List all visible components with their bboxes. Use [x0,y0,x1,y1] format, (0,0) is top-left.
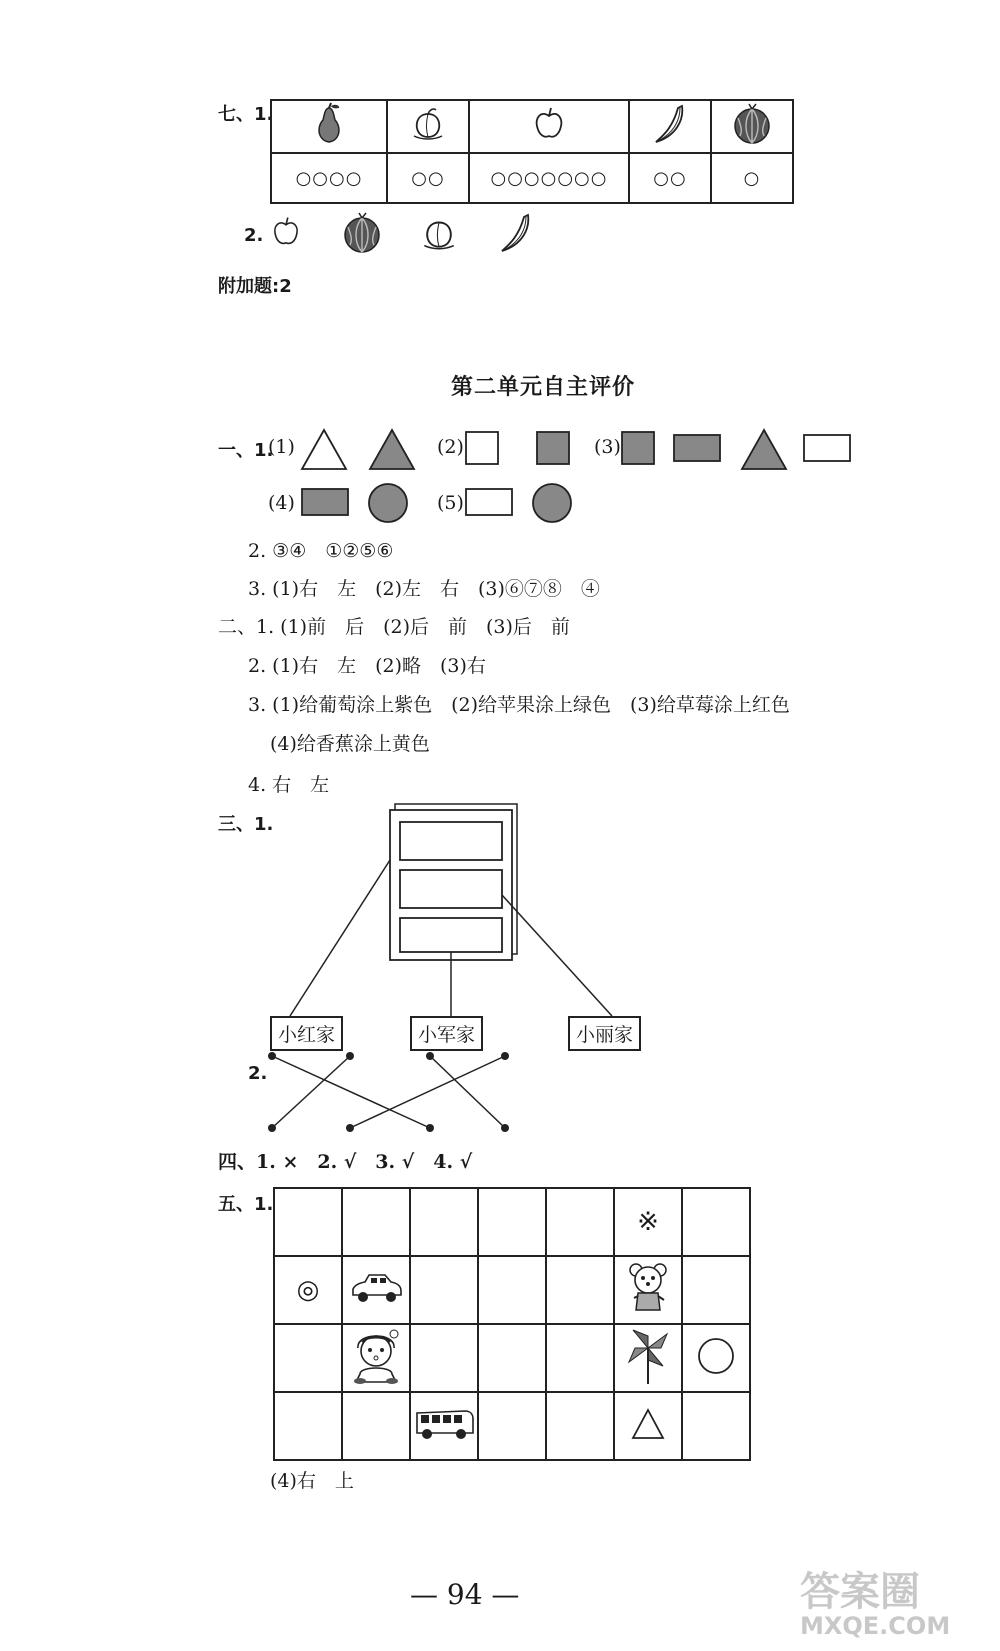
house-label-xiaoli: 小丽家 [568,1016,641,1051]
banana-icon [648,102,692,146]
bus-icon [413,1407,475,1441]
square-outline-shape [464,430,500,466]
watermelon-icon [730,102,774,146]
rectangle-outline-shape [802,433,852,463]
apple-icon [529,104,569,144]
apple-icon [268,212,304,252]
circle-filled-shape [530,481,574,525]
target-symbol: ◎ [274,1256,342,1324]
part-5-label: (5) [437,492,464,514]
bonus-answer: 附加题:2 [218,276,292,297]
section-2-q4: 4. 右 左 [248,774,330,796]
watermelon-count: ○ [711,153,793,203]
section-7-q1-label: 七、1. [218,104,274,125]
peach-icon-cell [387,100,469,153]
part-1-label: (1) [268,436,295,458]
section-3-q1-label: 三、1. [218,814,274,835]
house-label-xiaojun: 小军家 [410,1016,483,1051]
section-4-answers: 四、1. × 2. √ 3. √ 4. √ [218,1151,473,1173]
part-3-label: (3) [594,436,621,458]
section-5-q1-label: 五、1. [218,1194,274,1215]
girl-icon [350,1326,402,1386]
part-4-label: (4) [268,492,295,514]
banana-icon-cell [629,100,711,153]
circle-filled-shape [366,481,410,525]
section-2-q2: 2. (1)右 左 (2)略 (3)右 [248,655,486,677]
position-grid [273,1187,751,1461]
peach-icon [418,212,460,254]
section-1-q2: 2. ③④ ①②⑤⑥ [248,540,394,562]
triangle-filled-shape [740,427,788,471]
banana-count: ○○ [629,153,711,203]
watermark-url: MXQE.COM [800,1612,951,1640]
section-1-q3: 3. (1)右 左 (2)左 右 (3)⑥⑦⑧ ④ [248,578,600,600]
rectangle-outline-shape [464,487,514,517]
car-icon [349,1271,403,1305]
triangle-filled-shape [368,427,416,471]
pear-count: ○○○○ [271,153,387,203]
circle-outline-shape [696,1336,736,1376]
section-2-q3: 3. (1)给葡萄涂上紫色 (2)给苹果涂上绿色 (3)给草莓涂上红色 [248,694,790,716]
rectangle-filled-shape [672,433,722,463]
matching-lines-diagram [265,1050,515,1140]
banana-icon [494,210,538,256]
section-7-q2-label: 2. [244,225,264,246]
part-2-label: (2) [437,436,464,458]
watermelon-icon-cell [711,100,793,153]
house-label-xiaohong: 小红家 [270,1016,343,1051]
pinwheel-icon [625,1326,671,1386]
watermark-logo: 答案圈 [800,1569,920,1615]
page-number: — 94 — [410,1578,520,1611]
unit-title: 第二单元自主评价 [451,375,636,400]
rectangle-filled-shape [300,487,350,517]
pear-icon-cell [271,100,387,153]
section-1-q1-label: 一、1. [218,440,274,461]
square-filled-shape [620,430,656,466]
apple-icon-cell [469,100,629,153]
peach-icon [408,104,448,144]
section-3-q2-label: 2. [248,1063,268,1084]
apple-count: ○○○○○○○ [469,153,629,203]
section-5-q4: (4)右 上 [270,1470,354,1492]
star-symbol: ※ [614,1188,682,1256]
bear-icon [626,1260,670,1316]
fruit-count-table [270,99,794,204]
square-filled-shape [535,430,571,466]
triangle-outline-shape [630,1407,666,1441]
pear-icon [309,102,349,146]
section-2-q3-continued: (4)给香蕉涂上黄色 [270,733,430,755]
section-2-q1: 二、1. (1)前 后 (2)后 前 (3)后 前 [218,616,570,638]
peach-count: ○○ [387,153,469,203]
triangle-outline-shape [300,427,348,471]
watermelon-icon [340,210,384,256]
